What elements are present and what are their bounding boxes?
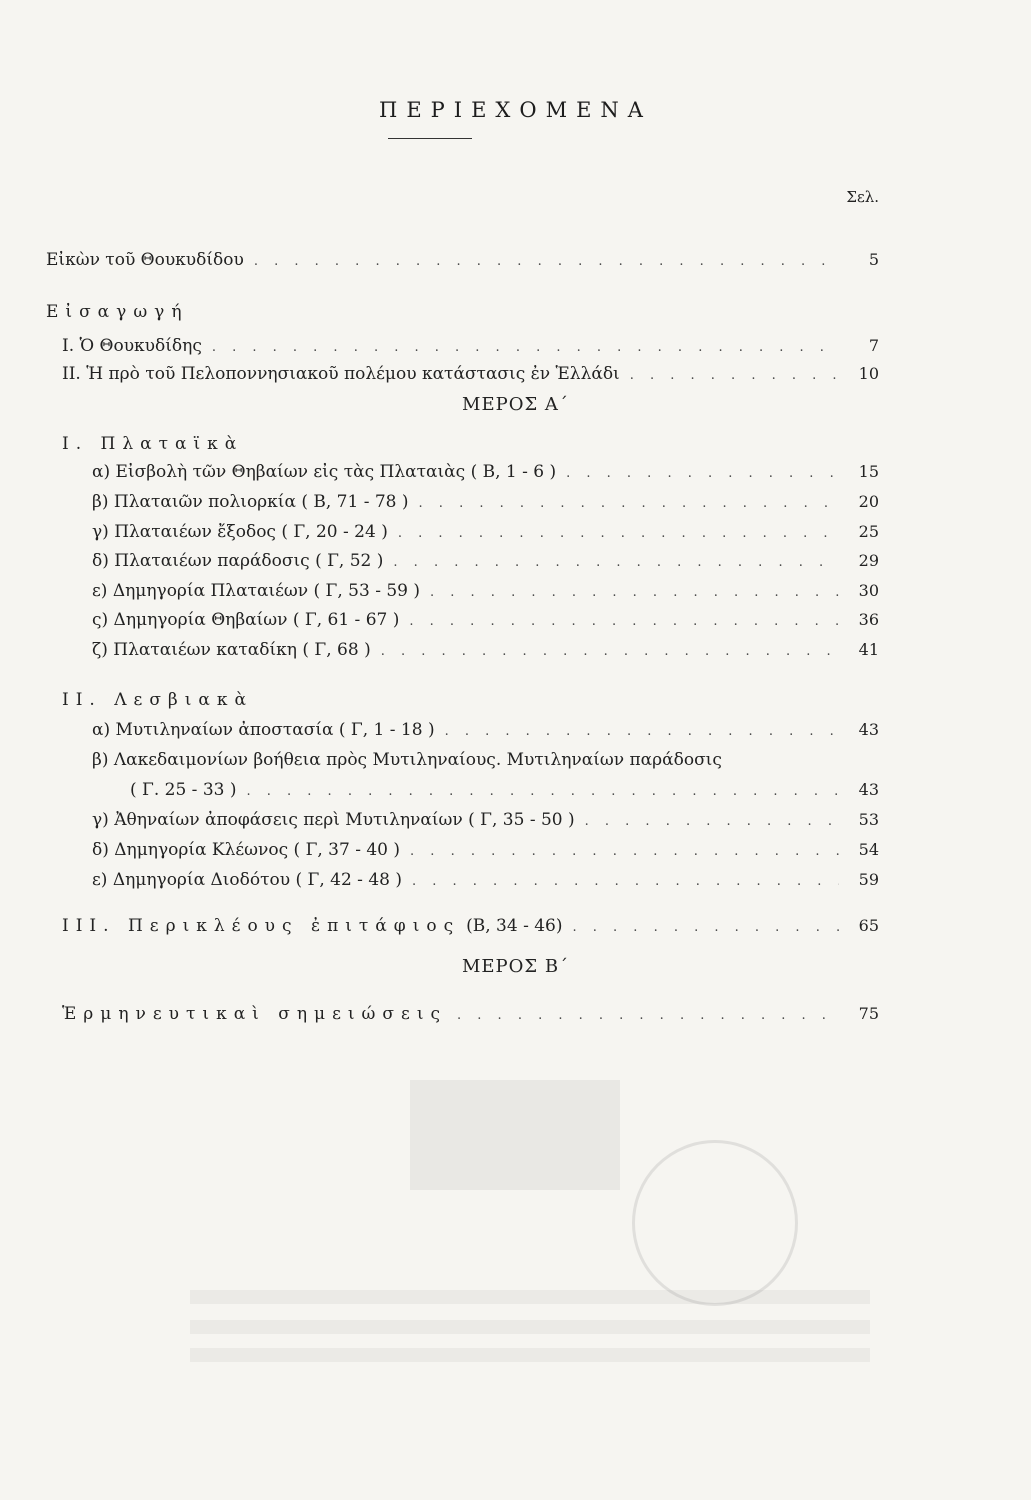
toc-page-number: 53 [858,810,879,829]
toc-entry-label: ( Γ. 25 - 33 ) [130,780,237,800]
section-heading: Εἰσαγωγή [46,302,189,322]
toc-entry-label: ΙΙΙ. Περικλέους ἐπιτάφιος [62,916,461,936]
toc-entry-label: ΙΙ. Ἡ πρὸ τοῦ Πελοποννησιακοῦ πολέμου κατάστασις ἐν Ἑλλάδι [62,364,620,384]
library-seal [632,1140,798,1306]
toc-entry-label: γ) Ἀθηναίων ἀποφάσεις περὶ Μυτιληναίων ( Γ, 35 - 50 ) [92,810,575,830]
leader-dots [398,526,839,541]
toc-entry-label: ς) Δημηγορία Θηβαίων ( Γ, 61 - 67 ) [92,610,400,630]
leader-dots [457,1008,839,1023]
toc-page-number: 65 [858,916,879,935]
print-imprint-line [190,1348,870,1362]
toc-entry-label: Ι. Ὁ Θουκυδίδης [62,336,202,356]
leader-dots [445,724,839,739]
toc-page-number: 15 [858,462,879,481]
toc-entry [92,720,879,740]
part-heading: ΜΕΡΟΣ Β΄ [461,956,570,977]
toc-entry-label: δ) Δημηγορία Κλέωνος ( Γ, 37 - 40 ) [92,840,401,860]
section-heading: Ι. Πλαταϊκὰ [62,434,244,454]
toc-entry-label: ε) Δημηγορία Διοδότου ( Γ, 42 - 48 ) [92,870,402,890]
toc-entry-label: Εἰκὼν τοῦ Θουκυδίδου [46,250,244,270]
toc-entry-label: δ) Πλαταιέων παράδοσις ( Γ, 52 ) [92,551,384,571]
toc-page-number: 25 [858,522,879,541]
toc-entry [92,522,879,542]
toc-entry [62,336,879,356]
toc-entry [92,870,879,890]
leader-dots [412,874,839,889]
leader-dots [566,466,839,481]
print-imprint-line [190,1290,870,1304]
toc-entry [92,581,879,601]
print-imprint-line [190,1320,870,1334]
section-heading: ΙΙ. Λεσβιακὰ [62,690,254,710]
toc-entry [92,810,879,830]
toc-entry-label: β) Πλαταιῶν πολιορκία ( Β, 71 - 78 ) [92,492,409,512]
toc-entry-label: Ἑρμηνευτικαὶ σημειώσεις [62,1004,448,1024]
leader-dots [212,340,839,355]
toc-entry [62,916,879,936]
page-column-label: Σελ. [846,188,879,206]
leader-dots [381,644,839,659]
toc-page-number: 10 [858,364,879,383]
toc-page-number: 59 [858,870,879,889]
toc-page-number: 20 [858,492,879,511]
toc-entry-label: ζ) Πλαταιέων καταδίκη ( Γ, 68 ) [92,640,371,660]
toc-page-number: 43 [858,720,879,739]
page-title: ΠΕΡΙΕΧΟΜΕΝΑ [379,98,652,122]
toc-page-number: 5 [868,250,879,269]
leader-dots [585,814,839,829]
leader-dots [430,585,839,600]
toc-entry-label: α) Εἰσβολὴ τῶν Θηβαίων εἰς τὰς Πλαταιὰς ( Β, 1 - 6 ) [92,462,557,482]
toc-entry [92,462,879,482]
toc-page-number: 36 [858,610,879,629]
toc-page-number: 30 [858,581,879,600]
toc-entry-label: α) Μυτιληναίων ἀποστασία ( Γ, 1 - 18 ) [92,720,435,740]
toc-entry [62,364,879,384]
toc-entry-reference: (Β, 34 - 46) [466,916,563,936]
library-barcode-stamp [410,1080,620,1190]
toc-entry [92,492,879,512]
leader-dots [573,920,839,935]
toc-entry [62,1004,879,1024]
leader-dots [247,784,840,799]
leader-dots [393,555,839,570]
part-heading: ΜΕΡΟΣ Α΄ [462,394,569,415]
toc-entry-label: γ) Πλαταιέων ἔξοδος ( Γ, 20 - 24 ) [92,522,388,542]
toc-page-number: 7 [868,336,879,355]
toc-entry [130,780,879,800]
toc-page-number: 43 [858,780,879,799]
leader-dots [419,496,839,511]
toc-entry-label-line: β) Λακεδαιμονίων βοήθεια πρὸς Μυτιληναίους. Μυτιληναίων παράδοσις [92,750,722,770]
leader-dots [630,368,839,383]
leader-dots [254,254,839,269]
toc-entry [92,610,879,630]
toc-entry [46,250,879,270]
toc-page-number: 75 [858,1004,879,1023]
toc-page-number: 54 [858,840,879,859]
leader-dots [410,844,839,859]
title-underline [388,138,472,139]
toc-entry-label: ε) Δημηγορία Πλαταιέων ( Γ, 53 - 59 ) [92,581,421,601]
toc-page-number: 41 [858,640,879,659]
toc-entry [92,551,879,571]
toc-entry [92,640,879,660]
leader-dots [409,614,839,629]
toc-entry [92,840,879,860]
toc-page-number: 29 [858,551,879,570]
